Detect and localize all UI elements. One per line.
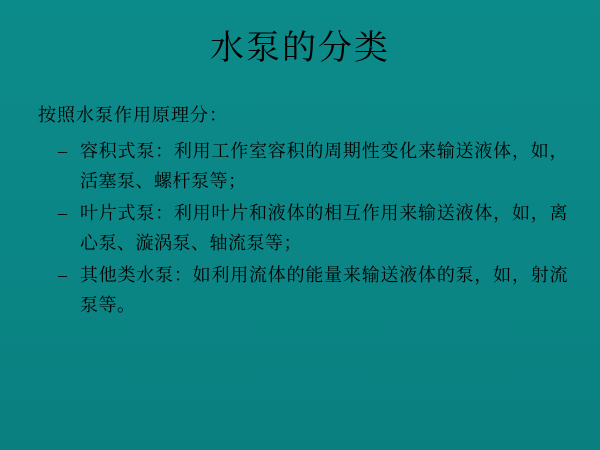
list-item <box>38 260 568 320</box>
bullet-list <box>38 136 568 320</box>
list-item-label: 其他类水泵：如利用流体的能量来输送液体的泵，如，射流泵等。 <box>80 265 568 315</box>
dash-bullet-icon: – <box>58 141 68 161</box>
list-item <box>38 136 568 196</box>
list-item <box>38 198 568 258</box>
page-title: 水泵的分类 <box>210 30 390 67</box>
dash-bullet-icon: – <box>58 265 68 285</box>
list-item-label: 叶片式泵：利用叶片和液体的相互作用来输送液体，如，离心泵、漩涡泵、轴流泵等； <box>80 203 568 253</box>
lead-text: 按照水泵作用原理分： <box>38 105 228 125</box>
list-item-label: 容积式泵：利用工作室容积的周期性变化来输送液体，如，活塞泵、螺杆泵等； <box>80 141 568 191</box>
dash-bullet-icon: – <box>58 203 68 223</box>
slide-body <box>38 100 568 322</box>
